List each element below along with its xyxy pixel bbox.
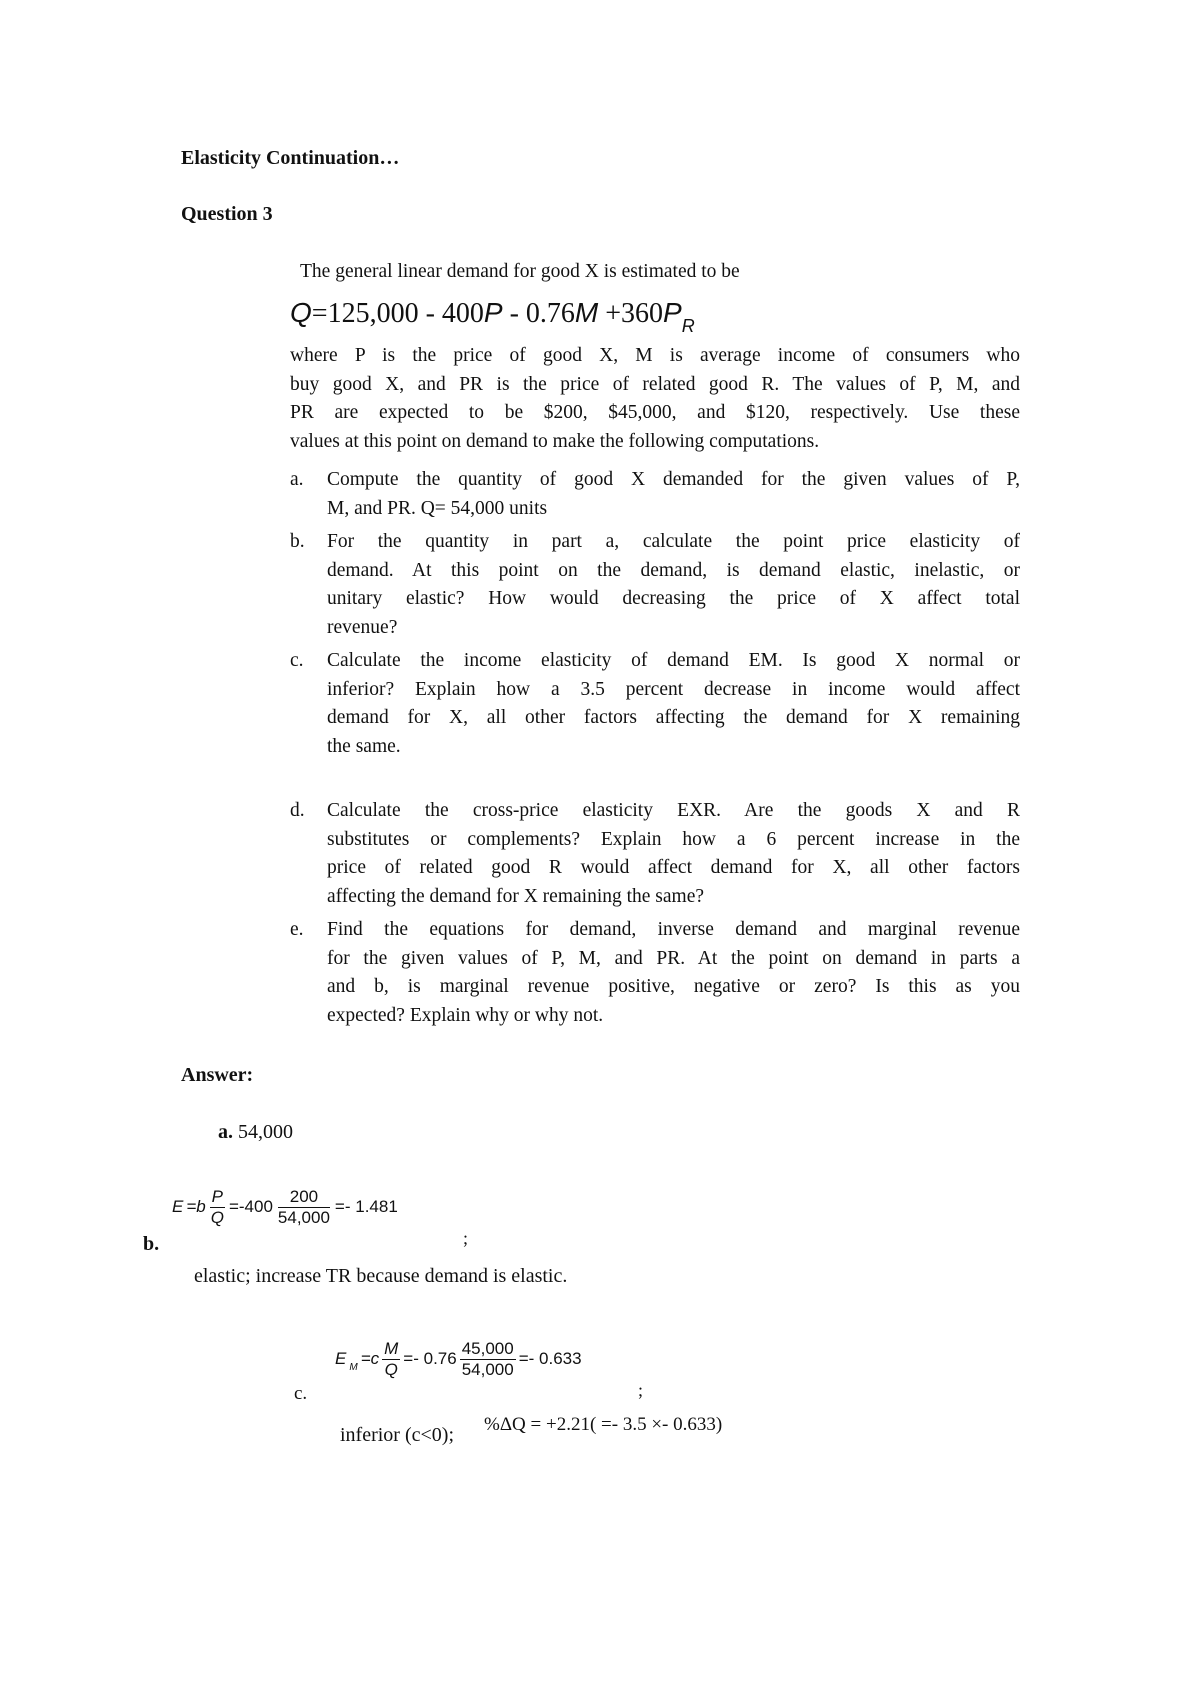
- fraction-p-over-q: [209, 1187, 226, 1227]
- part-line: Calculate the income elasticity of demand EM. Is good X normal or: [327, 650, 1020, 671]
- eq-related-var: P: [663, 297, 682, 328]
- fraction-denominator: 54,000: [461, 1359, 514, 1379]
- part-line: For the quantity in part a, calculate the point price elasticity of: [327, 531, 1020, 552]
- part-c-label: c.: [290, 650, 304, 671]
- answer-c-conclusion: inferior (c<0);: [340, 1424, 455, 1446]
- part-line: affecting the demand for X remaining the same?: [327, 885, 705, 907]
- answer-a-label: a.: [218, 1121, 233, 1143]
- intro-text: The general linear demand for good X is estimated to be: [300, 261, 740, 282]
- part-a-text: [327, 466, 1020, 523]
- part-b-text: [327, 528, 1020, 642]
- part-line: for the given values of P, M, and PR. At the point on demand in parts a: [327, 947, 1020, 969]
- part-line: substitutes or complements? Explain how a 6 percent increase in the: [327, 828, 1020, 850]
- formula-result: =- 1.481: [334, 1197, 398, 1217]
- part-e-label: e.: [290, 919, 304, 940]
- answer-b-semicolon: ;: [463, 1228, 469, 1248]
- answer-c-semicolon: ;: [638, 1380, 644, 1400]
- eq-lhs: Q: [290, 297, 312, 328]
- part-line: the same.: [327, 735, 401, 757]
- question-title: Question 3: [181, 203, 273, 225]
- part-line: and b, is marginal revenue positive, negative or zero? Is this as you: [327, 976, 1020, 997]
- part-e-text: [327, 916, 1020, 1030]
- eq-constant: =125,000: [311, 298, 419, 329]
- formula-value: =- 0.76: [403, 1349, 457, 1369]
- fraction-denominator: Q: [210, 1207, 224, 1227]
- fraction-numerator: 200: [278, 1187, 330, 1208]
- elasticity-symbol: E $_M$: [335, 1349, 358, 1374]
- fraction-numerator: P: [211, 1187, 224, 1206]
- eq-related-sub: R: [681, 316, 695, 336]
- eq-related-coef: +360: [605, 298, 664, 329]
- part-d-text: [327, 797, 1020, 911]
- part-line: revenue?: [327, 616, 398, 638]
- answer-b-conclusion: elastic; increase TR because demand is elastic.: [194, 1265, 568, 1287]
- fraction-denominator: 54,000: [277, 1207, 330, 1227]
- eq-income-var: M: [574, 297, 599, 328]
- formula-coef: =b: [186, 1197, 206, 1217]
- part-line: demand for X, all other factors affecting the demand for X remaining: [327, 707, 1020, 728]
- fraction-numerator: 45,000: [461, 1339, 514, 1358]
- description-paragraph: [290, 342, 1020, 456]
- income-elasticity-formula: [335, 1339, 582, 1379]
- part-line: expected? Explain why or why not.: [327, 1004, 604, 1026]
- part-line: M, and PR. Q= 54,000 units: [327, 497, 548, 519]
- part-line: inferior? Explain how a 3.5 percent decrease in income would affect: [327, 678, 1020, 700]
- part-line: demand. At this point on the demand, is demand elastic, inelastic, or: [327, 559, 1020, 581]
- page-heading: Elasticity Continuation…: [181, 147, 400, 169]
- elasticity-symbol: E: [172, 1197, 184, 1217]
- desc-line: values at this point on demand to make the following computations.: [290, 430, 820, 452]
- desc-line: where P is the price of good X, M is average income of consumers who: [290, 345, 1020, 366]
- fraction-numerator: M: [384, 1339, 399, 1358]
- eq-income-coef: 0.76: [525, 298, 575, 329]
- formula-coef: =c: [360, 1349, 380, 1369]
- answer-c-label: c.: [294, 1383, 308, 1404]
- demand-equation: $Q=125,000 - 400P - 0.76M +360P_R$: [290, 297, 695, 336]
- desc-line: buy good X, and PR is the price of related good R. The values of P, M, and: [290, 373, 1020, 395]
- part-d-label: d.: [290, 800, 305, 821]
- percent-change-formula: %ΔQ = +2.21( =- 3.5 ×- 0.633): [484, 1414, 723, 1435]
- part-line: price of related good R would affect demand for X, all other factors: [327, 857, 1020, 878]
- fraction-denominator: Q: [384, 1359, 398, 1379]
- answer-b-label: b.: [143, 1233, 160, 1255]
- part-a-label: a.: [290, 469, 304, 490]
- eq-price-var: P: [483, 297, 503, 328]
- part-b-label: b.: [290, 531, 305, 552]
- fraction-values: [460, 1339, 516, 1379]
- fraction-m-over-q: [382, 1339, 400, 1379]
- desc-line: PR are expected to be $200, $45,000, and $120, respectively. Use these: [290, 402, 1020, 423]
- formula-value: =-400: [228, 1197, 273, 1217]
- answer-a: [218, 1121, 293, 1144]
- part-c-text: [327, 647, 1020, 761]
- fraction-values: [276, 1187, 332, 1227]
- part-line: unitary elastic? How would decreasing the price of X affect total: [327, 588, 1020, 609]
- answer-title: Answer:: [181, 1064, 254, 1086]
- elasticity-subscript: M: [349, 1362, 358, 1374]
- price-elasticity-formula: [172, 1187, 398, 1227]
- part-line: Calculate the cross-price elasticity EXR. Are the goods X and R: [327, 800, 1020, 821]
- eq-price-coef: 400: [441, 298, 484, 329]
- part-line: Compute the quantity of good X demanded for the given values of P,: [327, 469, 1020, 490]
- part-line: Find the equations for demand, inverse demand and marginal revenue: [327, 919, 1020, 940]
- formula-result: =- 0.633: [518, 1349, 582, 1369]
- answer-a-value: 54,000: [238, 1121, 293, 1143]
